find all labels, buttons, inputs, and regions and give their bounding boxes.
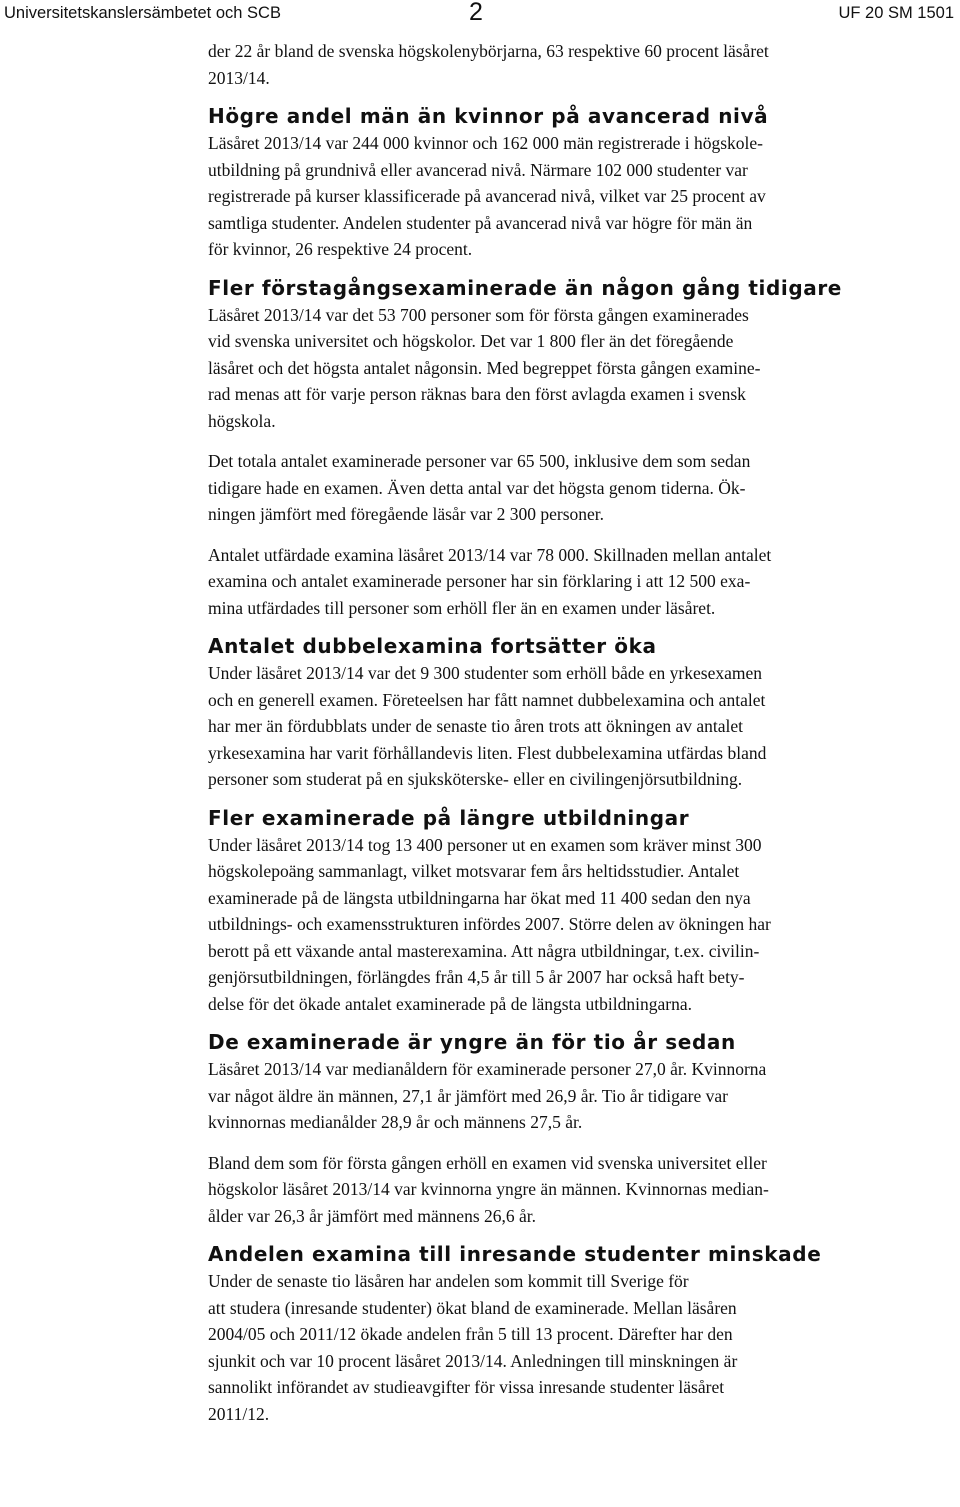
header-report-id: UF 20 SM 1501 <box>838 4 954 22</box>
text-line: Bland dem som för första gången erhöll en examen vid svenska universitet eller <box>208 1152 767 1173</box>
section-heading: Fler förstagångsexaminerade än någon gång tidigare <box>208 275 842 300</box>
text-line: var något äldre än männen, 27,1 år jämfört med 26,9 år. Tio år tidigare var <box>208 1085 728 1106</box>
page-header <box>0 0 960 30</box>
text-line: 2004/05 och 2011/12 ökade andelen från 5 till 13 procent. Därefter har den <box>208 1324 733 1344</box>
text-line: samtliga studenter. Andelen studenter på avancerad nivå var högre för män än <box>208 212 753 233</box>
section-heading: De examinerade är yngre än för tio år sedan <box>208 1030 736 1054</box>
text-line: examina och antalet examinerade personer har sin förklaring i att 12 500 exa- <box>208 571 751 591</box>
paragraph <box>208 1150 956 1230</box>
header-publisher: Universitetskanslersämbetet och SCB <box>4 4 281 22</box>
text-line: Det totala antalet examinerade personer var 65 500, inklusive dem som sedan <box>208 451 751 471</box>
section-heading: Andelen examina till inresande studenter minskade <box>208 1242 822 1266</box>
text-line: 2013/14. <box>208 67 270 88</box>
text-line: utbildning på grundnivå eller avancerad nivå. Närmare 102 000 studenter var <box>208 159 748 180</box>
paragraph <box>208 448 956 528</box>
text-line: utbildnings- och examensstrukturen infördes 2007. Större delen av ökningen har <box>208 914 771 934</box>
section-heading: Fler examinerade på längre utbildningar <box>208 805 690 830</box>
text-line: ålder var 26,3 år jämfört med männens 26,6 år. <box>208 1205 537 1226</box>
text-line: Läsåret 2013/14 var 244 000 kvinnor och 162 000 män registrerade i högskole- <box>208 133 764 153</box>
text-line: vid svenska universitet och högskolor. Det var 1 800 fler än det föregående <box>208 331 734 351</box>
page-number: 2 <box>469 0 483 26</box>
text-line: Under läsåret 2013/14 var det 9 300 studenter som erhöll både en yrkesexamen <box>208 663 762 683</box>
text-line: berott på ett växande antal masterexamina. Att några utbildningar, t.ex. civilin- <box>208 940 760 961</box>
text-line: kvinnornas medianålder 28,9 år och männens 27,5 år. <box>208 1112 583 1132</box>
paragraph <box>208 1268 956 1427</box>
text-line: Antalet utfärdade examina läsåret 2013/14 var 78 000. Skillnaden mellan antalet <box>208 544 772 565</box>
text-line: Läsåret 2013/14 var medianåldern för examinerade personer 27,0 år. Kvinnorna <box>208 1059 767 1079</box>
text-line: läsåret och det högsta antalet någonsin. Med begreppet första gången examine- <box>208 357 761 378</box>
text-line: Läsåret 2013/14 var det 53 700 personer som för första gången examinerades <box>208 304 749 325</box>
text-line: att studera (inresande studenter) ökat bland de examinerade. Mellan läsåren <box>208 1297 737 1318</box>
text-line: högskolor läsåret 2013/14 var kvinnorna yngre än männen. Kvinnornas median- <box>208 1179 769 1199</box>
paragraph <box>208 302 956 435</box>
paragraph <box>208 542 956 622</box>
text-line: och en generell examen. Företeelsen har fått namnet dubbelexamina och antalet <box>208 689 766 710</box>
text-line: rad menas att för varje person räknas bara den först avlagda examen i svensk <box>208 384 746 404</box>
paragraph <box>208 832 956 1018</box>
text-line: yrkesexamina har varit förhållandevis liten. Flest dubbelexamina utfärdas bland <box>208 742 767 763</box>
paragraph <box>208 1056 956 1136</box>
text-line: genjörsutbildningen, förlängdes från 4,5 år till 5 år 2007 har också haft bety- <box>208 967 745 987</box>
paragraph <box>208 130 956 263</box>
text-line: examinerade på de längsta utbildningarna har ökat med 11 400 sedan den nya <box>208 887 751 908</box>
text-line: för kvinnor, 26 respektive 24 procent. <box>208 239 473 259</box>
text-line: tidigare hade en examen. Även detta antal var det högsta genom tiderna. Ök- <box>208 477 746 498</box>
text-line: har mer än fördubblats under de senaste tio åren trots att ökningen av antalet <box>208 716 744 736</box>
section-heading: Antalet dubbelexamina fortsätter öka <box>208 634 657 658</box>
text-line: ningen jämfört med föregående läsår var 2 300 personer. <box>208 504 605 524</box>
text-line: högskola. <box>208 410 276 431</box>
text-line: sannolikt införandet av studieavgifter för vissa inresande studenter läsåret <box>208 1377 725 1397</box>
text-line: högskolepoäng sammanlagt, vilket motsvarar fem års heltidsstudier. Antalet <box>208 861 740 881</box>
text-line: Under de senaste tio läsåren har andelen som kommit till Sverige för <box>208 1271 689 1291</box>
text-line: sjunkit och var 10 procent läsåret 2013/14. Anledningen till minskningen är <box>208 1350 738 1371</box>
text-line: Under läsåret 2013/14 tog 13 400 personer ut en examen som kräver minst 300 <box>208 834 762 855</box>
text-line: registrerade på kurser klassificerade på avancerad nivå, vilket var 25 procent av <box>208 186 766 206</box>
document-body <box>208 38 956 1441</box>
section-heading: Högre andel män än kvinnor på avancerad nivå <box>208 104 769 128</box>
text-line: personer som studerat på en sjuksköterske- eller en civilingenjörsutbildning. <box>208 769 743 789</box>
text-line: mina utfärdades till personer som erhöll fler än en examen under läsåret. <box>208 597 716 618</box>
paragraph <box>208 660 956 793</box>
text-line: 2011/12. <box>208 1403 270 1424</box>
paragraph <box>208 38 956 91</box>
text-line: der 22 år bland de svenska högskolenybörjarna, 63 respektive 60 procent läsåret <box>208 41 769 61</box>
text-line: delse för det ökade antalet examinerade på de längsta utbildningarna. <box>208 993 692 1014</box>
